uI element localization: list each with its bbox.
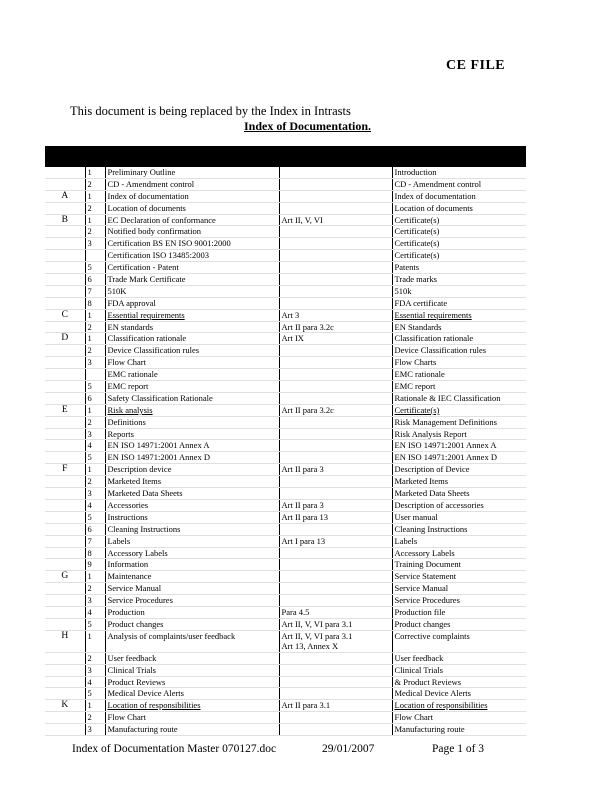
table-row xyxy=(45,488,526,500)
item-number: 1 xyxy=(85,309,105,321)
item-description: Medical Device Alerts xyxy=(105,688,279,700)
directive-reference xyxy=(279,440,392,452)
directive-reference: Art II para 3.2c xyxy=(279,321,392,333)
document-location: CD - Amendment control xyxy=(392,178,526,190)
item-description: Labels xyxy=(105,535,279,547)
directive-reference xyxy=(279,488,392,500)
item-description: EN ISO 14971:2001 Annex A xyxy=(105,440,279,452)
document-location: FDA certificate xyxy=(392,297,526,309)
document-location: Service Procedures xyxy=(392,595,526,607)
item-description: Notified body confirmation xyxy=(105,226,279,238)
document-location: Risk Management Definitions xyxy=(392,416,526,428)
section-letter xyxy=(45,724,85,736)
item-number: 3 xyxy=(85,488,105,500)
item-description: Information xyxy=(105,559,279,571)
section-letter xyxy=(45,285,85,297)
item-description: Location of responsibilities xyxy=(105,700,279,712)
item-description: Index of documentation xyxy=(105,190,279,202)
section-letter xyxy=(45,357,85,369)
item-number: 7 xyxy=(85,535,105,547)
item-number: 4 xyxy=(85,499,105,511)
section-letter xyxy=(45,652,85,664)
item-description: Instructions xyxy=(105,511,279,523)
document-location: Medical Device Alerts xyxy=(392,688,526,700)
table-row xyxy=(45,202,526,214)
item-number: 3 xyxy=(85,664,105,676)
directive-reference-line: Art 13, Annex X xyxy=(281,640,339,651)
section-letter: G xyxy=(45,571,85,583)
item-number: 1 xyxy=(85,630,105,652)
directive-reference xyxy=(279,274,392,286)
item-description: Cleaning Instructions xyxy=(105,523,279,535)
section-letter xyxy=(45,476,85,488)
item-number: 2 xyxy=(85,416,105,428)
table-row xyxy=(45,416,526,428)
table-row xyxy=(45,309,526,321)
item-description: Certification BS EN ISO 9001:2000 xyxy=(105,238,279,250)
directive-reference xyxy=(279,547,392,559)
directive-reference xyxy=(279,167,392,179)
table-row xyxy=(45,452,526,464)
directive-reference: Art II, V, VI para 3.1 xyxy=(279,618,392,630)
item-number: 2 xyxy=(85,345,105,357)
document-location: Description of accessories xyxy=(392,499,526,511)
directive-reference: Para 4.5 xyxy=(279,606,392,618)
section-letter xyxy=(45,274,85,286)
section-letter xyxy=(45,511,85,523)
document-location: Introduction xyxy=(392,167,526,179)
directive-reference: Art I para 13 xyxy=(279,535,392,547)
item-description: User feedback xyxy=(105,652,279,664)
section-letter xyxy=(45,178,85,190)
document-location: Labels xyxy=(392,535,526,547)
section-letter xyxy=(45,428,85,440)
directive-reference xyxy=(279,571,392,583)
item-description: 510K xyxy=(105,285,279,297)
item-number: 5 xyxy=(85,381,105,393)
section-letter xyxy=(45,676,85,688)
document-location: Training Document xyxy=(392,559,526,571)
item-number: 4 xyxy=(85,676,105,688)
section-letter xyxy=(45,712,85,724)
item-number: 8 xyxy=(85,297,105,309)
documentation-index-table xyxy=(45,166,526,736)
directive-reference xyxy=(279,238,392,250)
table-row xyxy=(45,700,526,712)
section-letter xyxy=(45,381,85,393)
document-location: Accessory Labels xyxy=(392,547,526,559)
table-row xyxy=(45,464,526,476)
item-number: 2 xyxy=(85,202,105,214)
table-row xyxy=(45,676,526,688)
item-number: 4 xyxy=(85,606,105,618)
table-row xyxy=(45,583,526,595)
section-letter xyxy=(45,606,85,618)
directive-reference xyxy=(279,630,392,652)
table-header-bar xyxy=(45,146,526,166)
table-row xyxy=(45,547,526,559)
item-description: EN standards xyxy=(105,321,279,333)
table-row xyxy=(45,345,526,357)
item-number: 1 xyxy=(85,571,105,583)
document-location: Trade marks xyxy=(392,274,526,286)
item-number: 9 xyxy=(85,559,105,571)
document-location: & Product Reviews xyxy=(392,676,526,688)
item-description: Flow Chart xyxy=(105,712,279,724)
document-location: Certificate(s) xyxy=(392,404,526,416)
table-row xyxy=(45,535,526,547)
directive-reference xyxy=(279,297,392,309)
document-location: Clinical Trials xyxy=(392,664,526,676)
section-letter: H xyxy=(45,630,85,652)
document-location: Cleaning Instructions xyxy=(392,523,526,535)
item-number: 7 xyxy=(85,285,105,297)
section-letter xyxy=(45,250,85,262)
directive-reference: Art II para 13 xyxy=(279,511,392,523)
item-number: 3 xyxy=(85,428,105,440)
item-number: 5 xyxy=(85,262,105,274)
item-number: 1 xyxy=(85,167,105,179)
document-location: Service Statement xyxy=(392,571,526,583)
footer-filename: Index of Documentation Master 070127.doc xyxy=(72,743,277,755)
directive-reference xyxy=(279,250,392,262)
directive-reference xyxy=(279,476,392,488)
document-location: User manual xyxy=(392,511,526,523)
document-location: Flow Charts xyxy=(392,357,526,369)
directive-reference: Art II, V, VI xyxy=(279,214,392,226)
document-location: EN Standards xyxy=(392,321,526,333)
directive-reference xyxy=(279,676,392,688)
item-description: Manufacturing route xyxy=(105,724,279,736)
item-number: 3 xyxy=(85,357,105,369)
section-letter: E xyxy=(45,404,85,416)
item-description: Reports xyxy=(105,428,279,440)
item-description: Clinical Trials xyxy=(105,664,279,676)
table-row xyxy=(45,297,526,309)
table-row xyxy=(45,178,526,190)
directive-reference xyxy=(279,583,392,595)
document-location: Manufacturing route xyxy=(392,724,526,736)
section-letter xyxy=(45,226,85,238)
item-description: Preliminary Outline xyxy=(105,167,279,179)
directive-reference xyxy=(279,452,392,464)
document-location: Product changes xyxy=(392,618,526,630)
directive-reference xyxy=(279,202,392,214)
item-number: 1 xyxy=(85,214,105,226)
section-letter xyxy=(45,688,85,700)
item-description: Certification ISO 13485:2003 xyxy=(105,250,279,262)
item-description: Location of documents xyxy=(105,202,279,214)
document-location: EMC rationale xyxy=(392,369,526,381)
table-row xyxy=(45,274,526,286)
section-letter: F xyxy=(45,464,85,476)
item-number: 3 xyxy=(85,595,105,607)
directive-reference xyxy=(279,357,392,369)
directive-reference: Art II para 3.2c xyxy=(279,404,392,416)
document-location: Marketed Data Sheets xyxy=(392,488,526,500)
item-number: 3 xyxy=(85,238,105,250)
section-letter xyxy=(45,262,85,274)
section-letter xyxy=(45,238,85,250)
directive-reference xyxy=(279,190,392,202)
item-number: 2 xyxy=(85,321,105,333)
document-location: Certificate(s) xyxy=(392,238,526,250)
document-location: EN ISO 14971:2001 Annex A xyxy=(392,440,526,452)
directive-reference xyxy=(279,416,392,428)
item-description: Accessories xyxy=(105,499,279,511)
directive-reference xyxy=(279,262,392,274)
document-location: Certificate(s) xyxy=(392,214,526,226)
item-description: EMC report xyxy=(105,381,279,393)
section-letter: A xyxy=(45,190,85,202)
replacement-notice: This document is being replaced by the Index in Intrasts xyxy=(70,104,351,118)
table-row xyxy=(45,250,526,262)
table-row xyxy=(45,499,526,511)
section-letter: K xyxy=(45,700,85,712)
item-description: Accessory Labels xyxy=(105,547,279,559)
item-description: EMC rationale xyxy=(105,369,279,381)
item-number: 2 xyxy=(85,712,105,724)
document-location: Corrective complaints xyxy=(392,630,526,652)
table-row xyxy=(45,652,526,664)
table-row xyxy=(45,167,526,179)
table-row xyxy=(45,440,526,452)
item-description: FDA approval xyxy=(105,297,279,309)
item-description: Product changes xyxy=(105,618,279,630)
directive-reference xyxy=(279,428,392,440)
item-description: Marketed Data Sheets xyxy=(105,488,279,500)
section-letter: C xyxy=(45,309,85,321)
table-row xyxy=(45,381,526,393)
table-row xyxy=(45,559,526,571)
table-row xyxy=(45,724,526,736)
item-description: EC Declaration of conformance xyxy=(105,214,279,226)
document-location: Risk Analysis Report xyxy=(392,428,526,440)
document-location: Location of documents xyxy=(392,202,526,214)
table-row xyxy=(45,262,526,274)
directive-reference xyxy=(279,381,392,393)
document-location: Certificate(s) xyxy=(392,250,526,262)
item-description: Analysis of complaints/user feedback xyxy=(105,630,279,652)
item-number xyxy=(85,369,105,381)
document-location: Device Classification rules xyxy=(392,345,526,357)
table-row xyxy=(45,618,526,630)
section-letter xyxy=(45,202,85,214)
item-number: 6 xyxy=(85,274,105,286)
item-description: Safety Classification Rationale xyxy=(105,392,279,404)
document-location: Marketed Items xyxy=(392,476,526,488)
item-description: Certification - Patent xyxy=(105,262,279,274)
item-description: Maintenance xyxy=(105,571,279,583)
document-location: Location of responsibilities xyxy=(392,700,526,712)
directive-reference-line: Art II, V, VI para 3.1 xyxy=(281,630,353,641)
item-description: Risk analysis xyxy=(105,404,279,416)
item-number: 5 xyxy=(85,511,105,523)
item-number: 5 xyxy=(85,452,105,464)
table-row xyxy=(45,595,526,607)
directive-reference xyxy=(279,523,392,535)
item-description: EN ISO 14971:2001 Annex D xyxy=(105,452,279,464)
directive-reference xyxy=(279,688,392,700)
document-location: Certificate(s) xyxy=(392,226,526,238)
item-number: 6 xyxy=(85,392,105,404)
item-description: Essential requirements xyxy=(105,309,279,321)
item-description: Definitions xyxy=(105,416,279,428)
item-number: 5 xyxy=(85,618,105,630)
section-letter xyxy=(45,440,85,452)
item-number: 1 xyxy=(85,190,105,202)
item-number: 3 xyxy=(85,724,105,736)
item-description: Service Procedures xyxy=(105,595,279,607)
document-location: EN ISO 14971:2001 Annex D xyxy=(392,452,526,464)
directive-reference xyxy=(279,652,392,664)
document-location: EMC report xyxy=(392,381,526,393)
section-letter xyxy=(45,559,85,571)
section-letter xyxy=(45,369,85,381)
item-description: Product Reviews xyxy=(105,676,279,688)
section-letter xyxy=(45,488,85,500)
table-row xyxy=(45,285,526,297)
document-location: Essential requirements xyxy=(392,309,526,321)
document-location: 510k xyxy=(392,285,526,297)
item-number: 8 xyxy=(85,547,105,559)
directive-reference xyxy=(279,559,392,571)
table-row xyxy=(45,226,526,238)
item-number: 1 xyxy=(85,700,105,712)
item-number: 2 xyxy=(85,476,105,488)
item-description: Marketed Items xyxy=(105,476,279,488)
directive-reference xyxy=(279,724,392,736)
item-description: Flow Chart xyxy=(105,357,279,369)
section-letter xyxy=(45,416,85,428)
table-row xyxy=(45,392,526,404)
directive-reference: Art IX xyxy=(279,333,392,345)
item-number: 2 xyxy=(85,178,105,190)
item-number: 4 xyxy=(85,440,105,452)
item-number: 1 xyxy=(85,464,105,476)
document-location: Patents xyxy=(392,262,526,274)
document-location: User feedback xyxy=(392,652,526,664)
item-description: CD - Amendment control xyxy=(105,178,279,190)
table-row xyxy=(45,688,526,700)
directive-reference: Art 3 xyxy=(279,309,392,321)
table-row xyxy=(45,511,526,523)
page-title: Index of Documentation. xyxy=(244,119,372,133)
item-number: 5 xyxy=(85,688,105,700)
section-letter xyxy=(45,321,85,333)
section-letter xyxy=(45,523,85,535)
item-number: 2 xyxy=(85,226,105,238)
section-letter: B xyxy=(45,214,85,226)
section-letter xyxy=(45,167,85,179)
directive-reference xyxy=(279,285,392,297)
item-description: Classification rationale xyxy=(105,333,279,345)
item-description: Production xyxy=(105,606,279,618)
document-location: Rationale & IEC Classification xyxy=(392,392,526,404)
table-row xyxy=(45,357,526,369)
section-letter xyxy=(45,595,85,607)
table-row xyxy=(45,630,526,652)
table-row xyxy=(45,664,526,676)
item-description: Service Manual xyxy=(105,583,279,595)
section-letter xyxy=(45,392,85,404)
item-number: 2 xyxy=(85,583,105,595)
table-row xyxy=(45,369,526,381)
item-number: 2 xyxy=(85,652,105,664)
table-row xyxy=(45,404,526,416)
table-row xyxy=(45,238,526,250)
directive-reference xyxy=(279,345,392,357)
document-location: Flow Chart xyxy=(392,712,526,724)
table-row xyxy=(45,190,526,202)
ce-file-title: CE FILE xyxy=(446,58,506,73)
item-description: Device Classification rules xyxy=(105,345,279,357)
item-number: 1 xyxy=(85,333,105,345)
item-number: 6 xyxy=(85,523,105,535)
item-description: Trade Mark Certificate xyxy=(105,274,279,286)
directive-reference: Art II para 3.1 xyxy=(279,700,392,712)
table-row xyxy=(45,214,526,226)
document-location: Index of documentation xyxy=(392,190,526,202)
directive-reference: Art II para 3 xyxy=(279,464,392,476)
table-row xyxy=(45,606,526,618)
footer-date: 29/01/2007 xyxy=(322,743,375,755)
document-location: Production file xyxy=(392,606,526,618)
table-row xyxy=(45,523,526,535)
table-row xyxy=(45,333,526,345)
section-letter xyxy=(45,618,85,630)
section-letter xyxy=(45,547,85,559)
document-location: Classification rationale xyxy=(392,333,526,345)
footer-page-number: Page 1 of 3 xyxy=(432,743,485,755)
item-description: Description device xyxy=(105,464,279,476)
table-row xyxy=(45,321,526,333)
directive-reference xyxy=(279,664,392,676)
table-row xyxy=(45,712,526,724)
document-location: Description of Device xyxy=(392,464,526,476)
table-row xyxy=(45,476,526,488)
directive-reference xyxy=(279,369,392,381)
directive-reference xyxy=(279,392,392,404)
item-number: 1 xyxy=(85,404,105,416)
directive-reference xyxy=(279,712,392,724)
section-letter xyxy=(45,297,85,309)
table-row xyxy=(45,571,526,583)
directive-reference xyxy=(279,178,392,190)
table-row xyxy=(45,428,526,440)
section-letter xyxy=(45,664,85,676)
directive-reference: Art II para 3 xyxy=(279,499,392,511)
section-letter xyxy=(45,499,85,511)
section-letter xyxy=(45,345,85,357)
section-letter xyxy=(45,452,85,464)
item-number xyxy=(85,250,105,262)
section-letter xyxy=(45,583,85,595)
document-location: Service Manual xyxy=(392,583,526,595)
directive-reference xyxy=(279,226,392,238)
directive-reference xyxy=(279,595,392,607)
section-letter xyxy=(45,535,85,547)
section-letter: D xyxy=(45,333,85,345)
